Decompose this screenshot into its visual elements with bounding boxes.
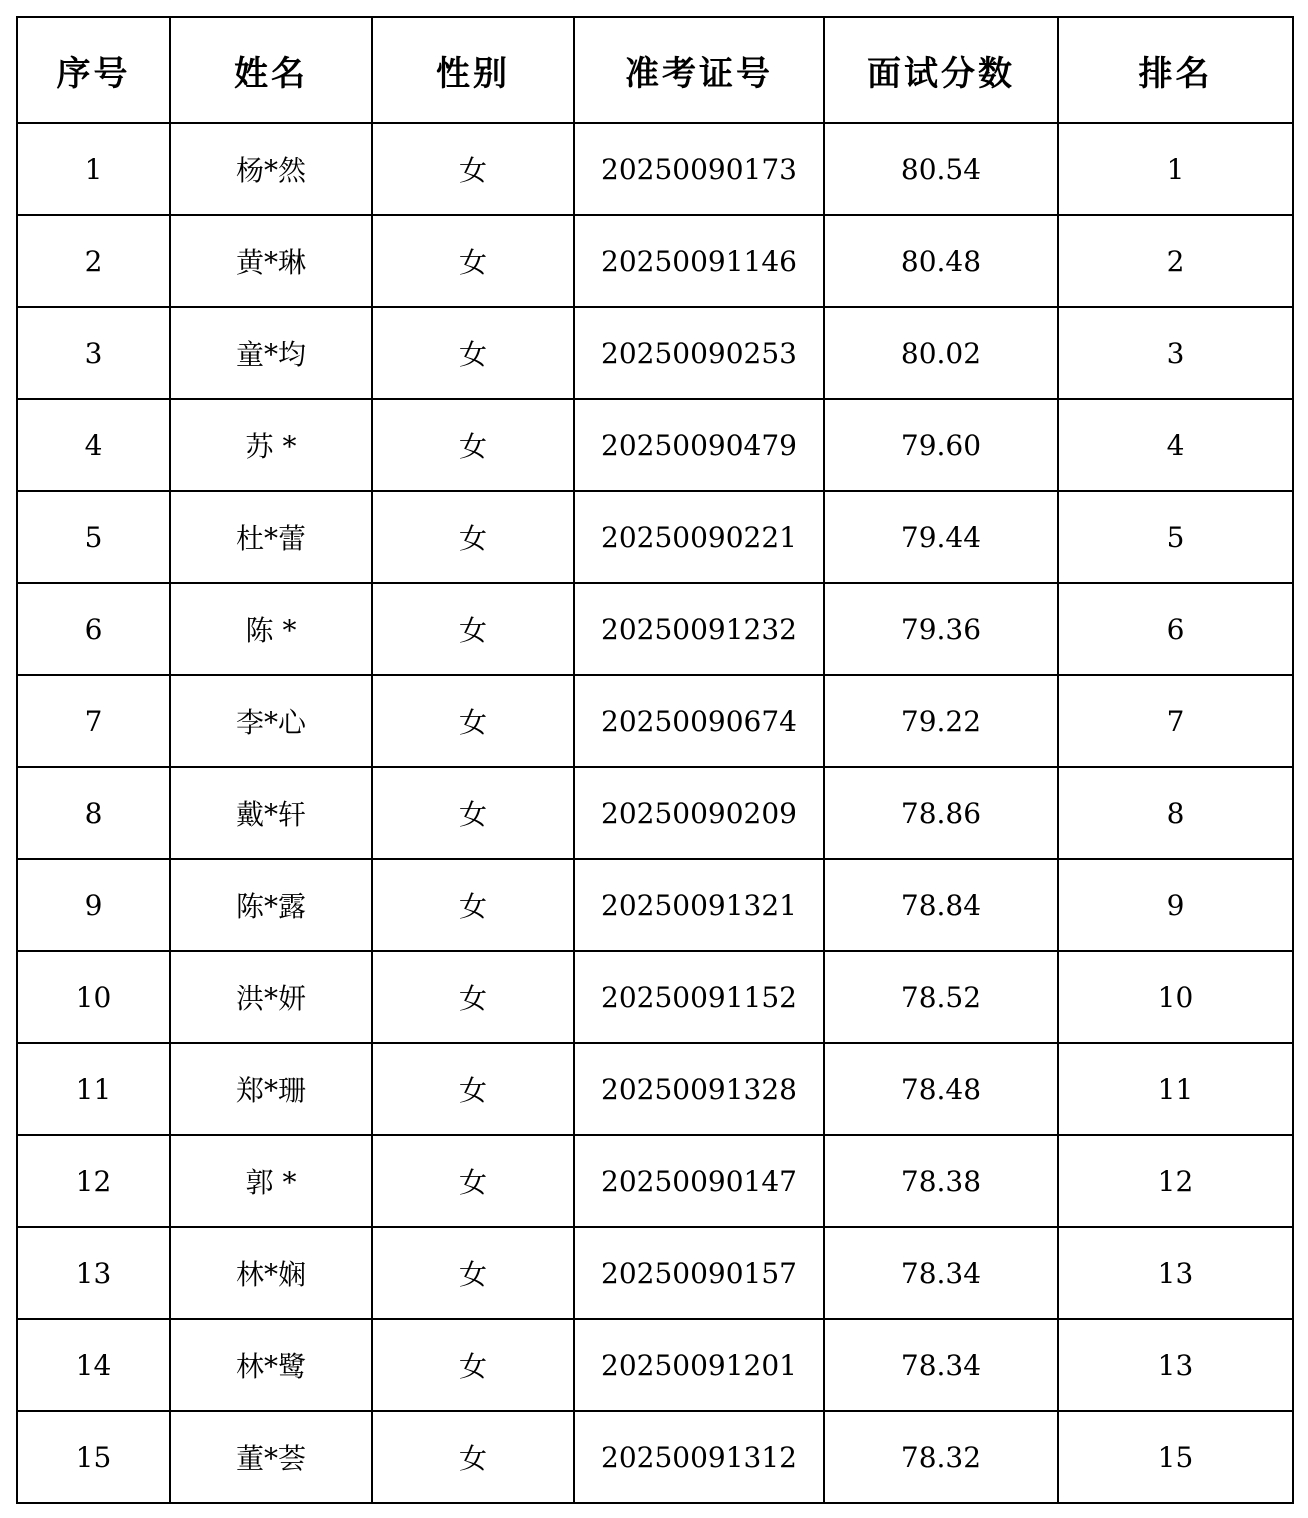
table-row xyxy=(17,491,1293,583)
cell-name: 林*鹭 xyxy=(170,1319,372,1411)
cell-score: 78.86 xyxy=(824,767,1058,859)
cell-score: 80.54 xyxy=(824,123,1058,215)
cell-seq: 11 xyxy=(17,1043,170,1135)
cell-score: 79.22 xyxy=(824,675,1058,767)
cell-seq: 5 xyxy=(17,491,170,583)
table-row xyxy=(17,1135,1293,1227)
cell-rank: 11 xyxy=(1058,1043,1293,1135)
cell-score: 78.52 xyxy=(824,951,1058,1043)
cell-seq: 9 xyxy=(17,859,170,951)
cell-gender: 女 xyxy=(372,675,574,767)
cell-gender: 女 xyxy=(372,583,574,675)
table-row xyxy=(17,767,1293,859)
cell-rank: 5 xyxy=(1058,491,1293,583)
cell-name: 董*荟 xyxy=(170,1411,372,1503)
header-seq: 序号 xyxy=(17,17,170,123)
cell-rank: 6 xyxy=(1058,583,1293,675)
cell-ticket: 20250091146 xyxy=(574,215,824,307)
cell-score: 78.38 xyxy=(824,1135,1058,1227)
table-row xyxy=(17,859,1293,951)
cell-score: 79.60 xyxy=(824,399,1058,491)
cell-rank: 1 xyxy=(1058,123,1293,215)
cell-name: 陈 * xyxy=(170,583,372,675)
header-row xyxy=(17,17,1293,123)
cell-name: 杨*然 xyxy=(170,123,372,215)
cell-ticket: 20250090173 xyxy=(574,123,824,215)
cell-name: 杜*蕾 xyxy=(170,491,372,583)
cell-ticket: 20250090147 xyxy=(574,1135,824,1227)
cell-gender: 女 xyxy=(372,1411,574,1503)
table-body xyxy=(17,123,1293,1503)
cell-name: 戴*轩 xyxy=(170,767,372,859)
cell-gender: 女 xyxy=(372,1043,574,1135)
cell-gender: 女 xyxy=(372,767,574,859)
cell-gender: 女 xyxy=(372,1319,574,1411)
table-row xyxy=(17,675,1293,767)
cell-score: 78.48 xyxy=(824,1043,1058,1135)
cell-rank: 13 xyxy=(1058,1227,1293,1319)
cell-name: 黄*琳 xyxy=(170,215,372,307)
cell-seq: 8 xyxy=(17,767,170,859)
header-ticket: 准考证号 xyxy=(574,17,824,123)
cell-rank: 12 xyxy=(1058,1135,1293,1227)
cell-score: 78.34 xyxy=(824,1319,1058,1411)
cell-name: 洪*妍 xyxy=(170,951,372,1043)
cell-name: 李*心 xyxy=(170,675,372,767)
table-row xyxy=(17,1319,1293,1411)
cell-seq: 6 xyxy=(17,583,170,675)
cell-seq: 12 xyxy=(17,1135,170,1227)
cell-ticket: 20250091321 xyxy=(574,859,824,951)
cell-seq: 15 xyxy=(17,1411,170,1503)
cell-ticket: 20250091328 xyxy=(574,1043,824,1135)
table-row xyxy=(17,1227,1293,1319)
cell-gender: 女 xyxy=(372,491,574,583)
cell-ticket: 20250090209 xyxy=(574,767,824,859)
cell-ticket: 20250090157 xyxy=(574,1227,824,1319)
cell-ticket: 20250091201 xyxy=(574,1319,824,1411)
table-row xyxy=(17,123,1293,215)
header-gender: 性别 xyxy=(372,17,574,123)
header-name: 姓名 xyxy=(170,17,372,123)
cell-score: 78.84 xyxy=(824,859,1058,951)
cell-ticket: 20250090674 xyxy=(574,675,824,767)
cell-seq: 7 xyxy=(17,675,170,767)
interview-score-table xyxy=(16,16,1294,1504)
table-row xyxy=(17,951,1293,1043)
table-row xyxy=(17,583,1293,675)
table-row xyxy=(17,399,1293,491)
cell-seq: 4 xyxy=(17,399,170,491)
cell-name: 苏 * xyxy=(170,399,372,491)
cell-gender: 女 xyxy=(372,951,574,1043)
cell-score: 80.48 xyxy=(824,215,1058,307)
cell-seq: 13 xyxy=(17,1227,170,1319)
cell-score: 78.34 xyxy=(824,1227,1058,1319)
cell-name: 陈*露 xyxy=(170,859,372,951)
cell-rank: 8 xyxy=(1058,767,1293,859)
table-row xyxy=(17,1411,1293,1503)
results-sheet xyxy=(16,16,1294,1504)
cell-ticket: 20250091312 xyxy=(574,1411,824,1503)
cell-rank: 9 xyxy=(1058,859,1293,951)
cell-rank: 10 xyxy=(1058,951,1293,1043)
cell-name: 郑*珊 xyxy=(170,1043,372,1135)
cell-score: 79.36 xyxy=(824,583,1058,675)
cell-gender: 女 xyxy=(372,307,574,399)
cell-name: 郭 * xyxy=(170,1135,372,1227)
cell-ticket: 20250090221 xyxy=(574,491,824,583)
cell-name: 林*娴 xyxy=(170,1227,372,1319)
cell-name: 童*均 xyxy=(170,307,372,399)
cell-rank: 13 xyxy=(1058,1319,1293,1411)
table-row xyxy=(17,215,1293,307)
cell-seq: 14 xyxy=(17,1319,170,1411)
cell-gender: 女 xyxy=(372,399,574,491)
cell-score: 80.02 xyxy=(824,307,1058,399)
cell-rank: 4 xyxy=(1058,399,1293,491)
cell-ticket: 20250090479 xyxy=(574,399,824,491)
cell-seq: 2 xyxy=(17,215,170,307)
cell-score: 78.32 xyxy=(824,1411,1058,1503)
cell-rank: 7 xyxy=(1058,675,1293,767)
cell-ticket: 20250091152 xyxy=(574,951,824,1043)
cell-score: 79.44 xyxy=(824,491,1058,583)
cell-seq: 1 xyxy=(17,123,170,215)
cell-gender: 女 xyxy=(372,215,574,307)
cell-gender: 女 xyxy=(372,123,574,215)
cell-rank: 15 xyxy=(1058,1411,1293,1503)
header-rank: 排名 xyxy=(1058,17,1293,123)
cell-gender: 女 xyxy=(372,1135,574,1227)
cell-seq: 3 xyxy=(17,307,170,399)
cell-gender: 女 xyxy=(372,859,574,951)
cell-ticket: 20250090253 xyxy=(574,307,824,399)
table-row xyxy=(17,1043,1293,1135)
cell-gender: 女 xyxy=(372,1227,574,1319)
cell-rank: 2 xyxy=(1058,215,1293,307)
cell-seq: 10 xyxy=(17,951,170,1043)
cell-rank: 3 xyxy=(1058,307,1293,399)
cell-ticket: 20250091232 xyxy=(574,583,824,675)
header-score: 面试分数 xyxy=(824,17,1058,123)
table-row xyxy=(17,307,1293,399)
